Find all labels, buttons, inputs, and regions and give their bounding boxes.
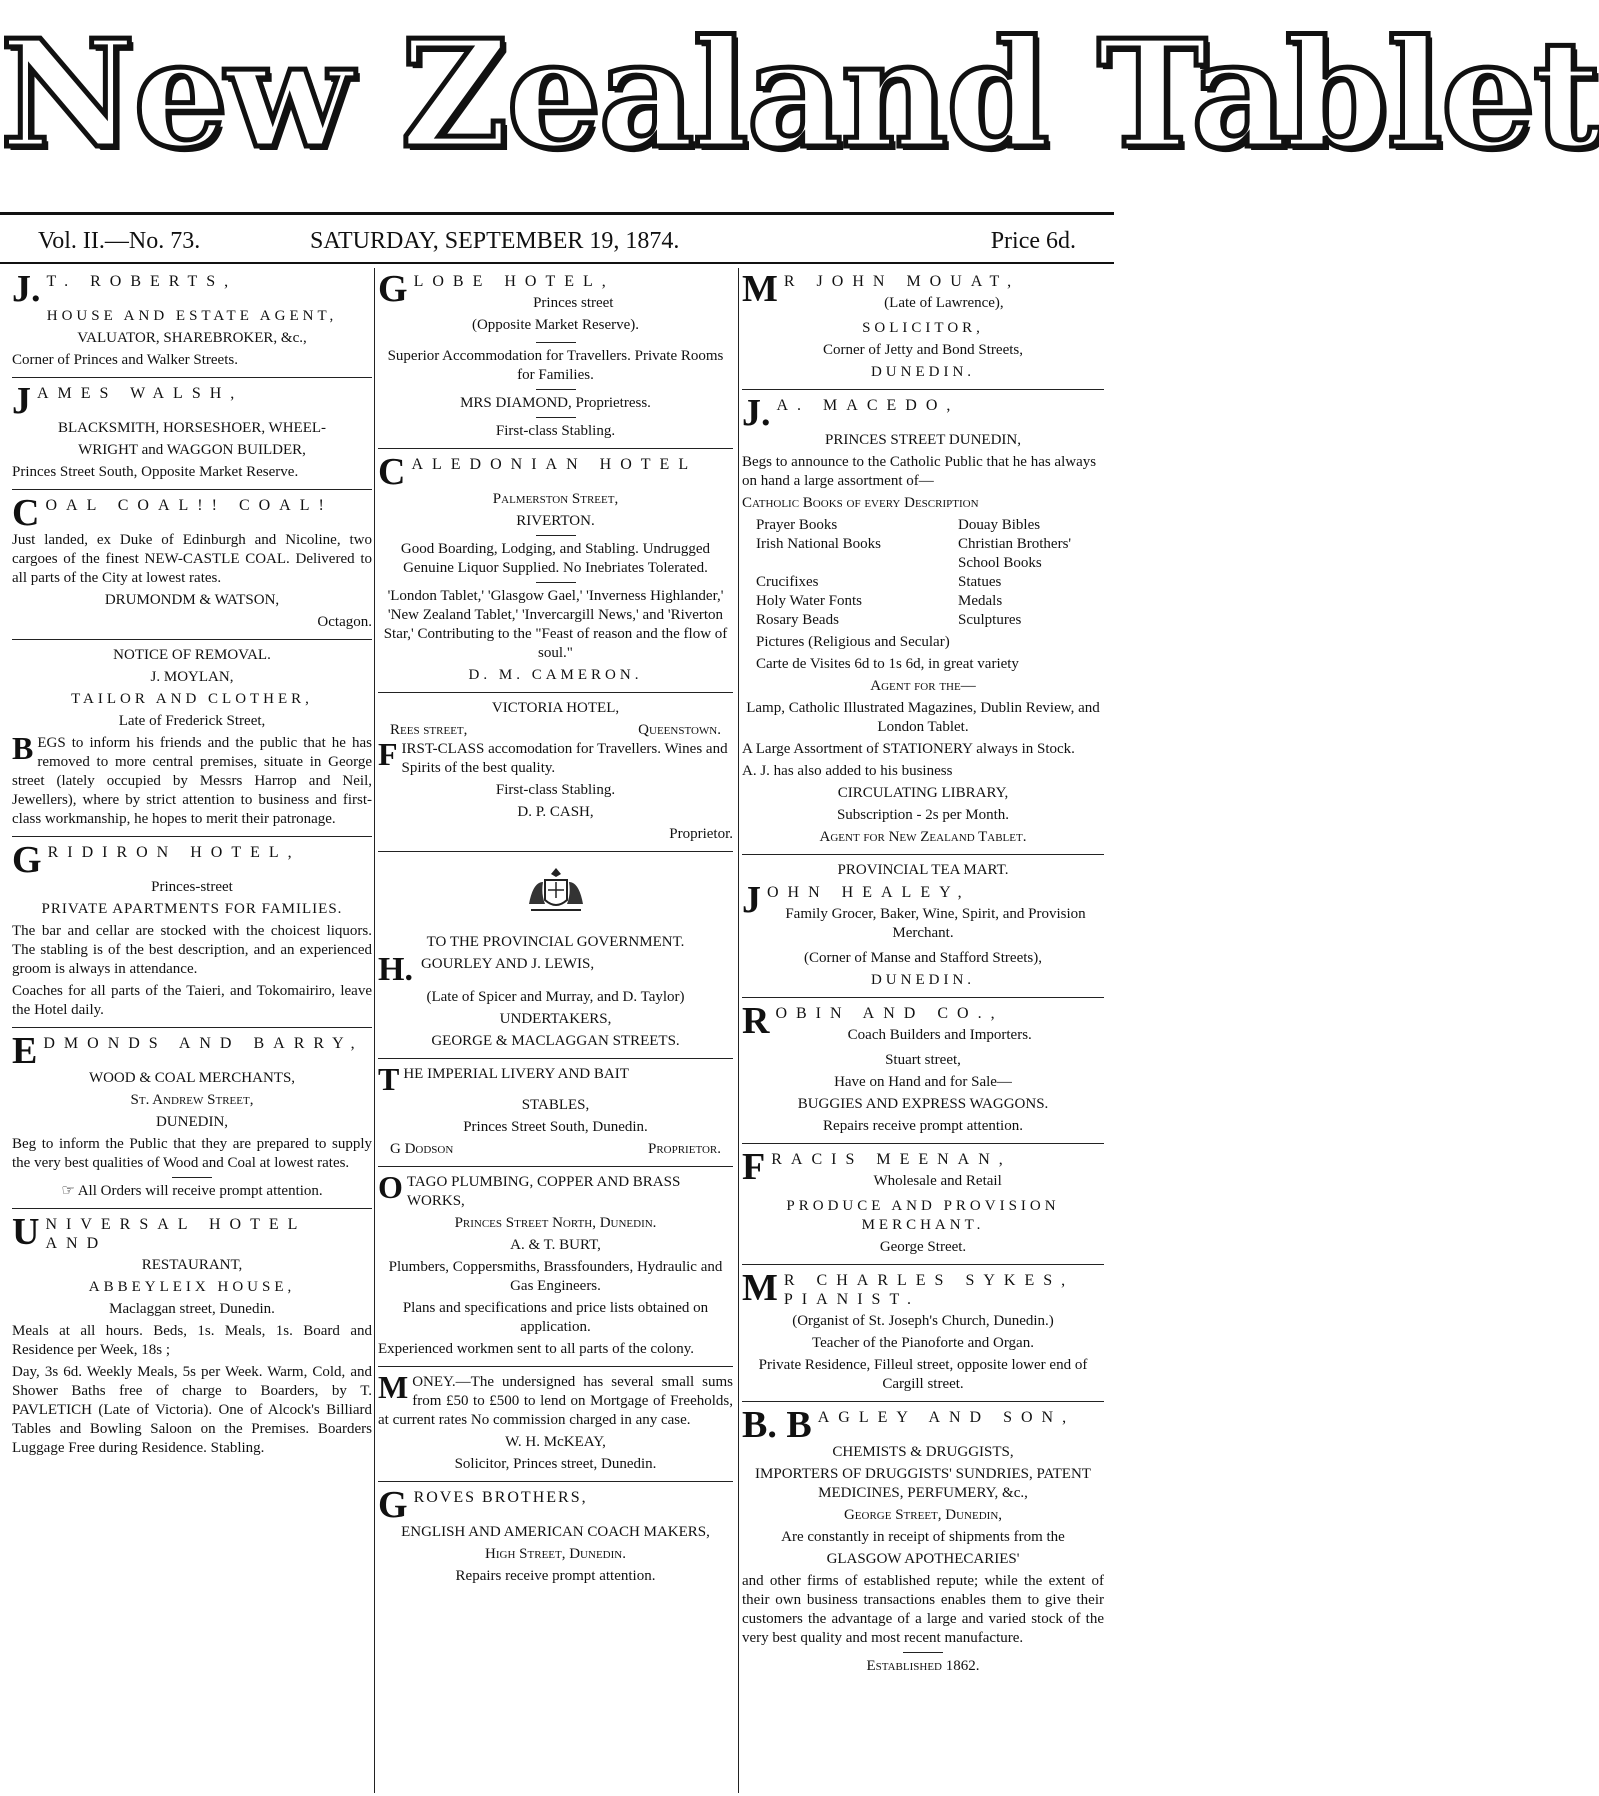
ad-roberts	[12, 268, 372, 370]
price: Price 6d.	[990, 228, 1076, 254]
ad-line: GLASGOW APOTHECARIES'	[826, 1551, 1020, 1567]
ad-money	[378, 1369, 733, 1474]
ad-line: CHEMISTS & DRUGGISTS,	[832, 1444, 1014, 1460]
ad-line: (Organist of St. Joseph's Church, Dunedin.)	[792, 1313, 1054, 1329]
ad-line: Princes-street	[151, 879, 233, 895]
ad-healey	[742, 861, 1104, 990]
ad-line: George Street, Dunedin,	[843, 1507, 1003, 1523]
ad-heading: ROVES BROTHERS,	[413, 1489, 588, 1506]
ad-line: D. M. CAMERON.	[468, 667, 643, 683]
divider	[12, 639, 372, 640]
ad-line: Agent for the—	[870, 678, 976, 694]
list-item: Irish National Books	[756, 536, 881, 552]
ad-line: All Orders will receive prompt attention.	[77, 1183, 323, 1199]
ad-body: Begs to announce to the Catholic Public that he has always on hand a large assortment of—	[742, 454, 1097, 489]
ad-line: HOUSE AND ESTATE AGENT,	[46, 308, 338, 324]
ad-body: Good Boarding, Lodging, and Stabling. Undrugged Genuine Liquor Supplied. No Inebriates Tolerated.	[400, 541, 711, 576]
ad-heading: OBIN AND CO.,	[775, 1005, 1004, 1022]
column-divider	[738, 268, 739, 1793]
masthead-title: New Zealand Tablet	[0, 7, 1599, 181]
ad-line: (Late of Lawrence),	[884, 295, 1004, 311]
ad-macedo	[742, 392, 1104, 847]
divider	[742, 997, 1104, 998]
ad-line: Maclaggan street, Dunedin.	[109, 1301, 275, 1317]
drop-initial: G	[378, 1484, 408, 1526]
ad-heading: NIVERSAL HOTEL AND	[45, 1216, 306, 1252]
ad-line: Have on Hand and for Sale—	[834, 1074, 1012, 1090]
drop-initial: J.	[742, 392, 771, 434]
ad-heading: ALEDONIAN HOTEL	[411, 456, 698, 473]
ad-line: Princes Street North, Dunedin.	[454, 1215, 657, 1231]
ad-line: (Corner of Manse and Stafford Streets),	[804, 950, 1042, 966]
ad-imperial	[378, 1061, 733, 1159]
ad-line: G Dodson	[390, 1141, 454, 1157]
list-item: Prayer Books	[756, 517, 838, 533]
dateline-rule	[0, 262, 1114, 264]
ad-line: ENGLISH AND AMERICAN COACH MAKERS,	[401, 1524, 710, 1540]
list-item: Christian Brothers' School Books	[958, 536, 1072, 571]
column-divider	[374, 268, 375, 1793]
ad-line: IMPORTERS OF DRUGGISTS' SUNDRIES, PATENT MEDICINES, PERFUMERY, &c.,	[755, 1466, 1091, 1501]
list-item: Statues	[958, 574, 1002, 590]
divider	[742, 1264, 1104, 1265]
ad-line: D. P. CASH,	[517, 804, 594, 820]
ad-removal	[12, 646, 372, 829]
ad-universal	[12, 1211, 372, 1458]
ad-line: George Street.	[879, 1239, 967, 1255]
ad-line: Princes Street South, Dunedin.	[463, 1119, 648, 1135]
divider	[12, 1027, 372, 1028]
pointing-hand-icon: ☞	[61, 1183, 75, 1199]
ad-body: A Large Assortment of STATIONERY always in Stock.	[742, 741, 1075, 757]
ad-line: Carte de Visites 6d to 1s 6d, in great variety	[756, 656, 1019, 672]
divider	[12, 377, 372, 378]
divider	[12, 489, 372, 490]
ad-line: Proprietor.	[647, 1141, 721, 1157]
ad-heading: AGLEY AND SON,	[817, 1409, 1076, 1426]
ad-coal	[12, 492, 372, 632]
ad-line: W. H. McKEAY,	[505, 1434, 606, 1450]
ad-heading: RACIS MEENAN,	[771, 1151, 1012, 1168]
ad-heading: OAL COAL!! COAL!	[45, 497, 333, 514]
catalogue-list	[756, 516, 1098, 630]
ad-caledonian	[378, 451, 733, 685]
ad-line: DUNEDIN.	[870, 972, 976, 988]
short-rule	[536, 582, 576, 583]
ad-heading: TAGO PLUMBING, COPPER AND BRASS WORKS,	[406, 1174, 681, 1209]
drop-initial: E	[12, 1030, 38, 1072]
ad-line: Repairs receive prompt attention.	[455, 1568, 656, 1584]
ad-heading: R CHARLES SYKES, PIANIST.	[783, 1272, 1075, 1308]
ad-line: STABLES,	[521, 1097, 590, 1113]
drop-initial: J	[12, 380, 31, 422]
drop-initial: B. B	[742, 1404, 812, 1446]
ad-line: UNDERTAKERS,	[499, 1011, 612, 1027]
drop-initial: C	[378, 451, 406, 493]
ad-heading: TO THE PROVINCIAL GOVERNMENT.	[426, 934, 685, 950]
ad-heading: T. ROBERTS,	[46, 273, 238, 290]
ad-sykes	[742, 1267, 1104, 1394]
ad-otago	[378, 1169, 733, 1359]
divider	[378, 448, 733, 449]
ad-globe	[378, 268, 733, 441]
ad-line: Agent for New Zealand Tablet.	[819, 829, 1027, 845]
ad-provincial	[378, 858, 733, 1051]
drop-initial: J	[742, 879, 761, 921]
drop-initial: M	[742, 268, 778, 310]
ad-line: RIVERTON.	[516, 513, 595, 529]
ad-bagley	[742, 1404, 1104, 1676]
volume-number: Vol. II.—No. 73.	[38, 228, 201, 254]
divider	[742, 1401, 1104, 1402]
column-right	[742, 268, 1104, 1787]
ad-line: (Opposite Market Reserve).	[471, 317, 640, 333]
ad-heading: A. MACEDO,	[776, 397, 960, 414]
short-rule	[172, 1177, 212, 1178]
ad-line: Palmerston Street,	[492, 491, 619, 507]
ad-line: Stuart street,	[885, 1052, 961, 1068]
ad-body: Lamp, Catholic Illustrated Magazines, Dublin Review, and London Tablet.	[746, 700, 1100, 735]
ad-line: SOLICITOR,	[862, 320, 984, 336]
ad-body: Beg to inform the Public that they are prepared to supply the very best qualities of Wood and Coal at lowest rates.	[12, 1136, 372, 1171]
ad-line: Princes Street South, Opposite Market Reserve.	[12, 464, 299, 480]
ad-line: J. MOYLAN,	[150, 669, 234, 685]
ad-line: VALUATOR, SHAREBROKER, &c.,	[77, 330, 307, 346]
masthead-rule	[0, 212, 1114, 215]
ad-heading: AMES WALSH,	[37, 385, 244, 402]
ad-line: Corner of Princes and Walker Streets.	[12, 352, 238, 368]
ad-line: WOOD & COAL MERCHANTS,	[88, 1070, 296, 1086]
ad-line: St. Andrew Street,	[130, 1092, 254, 1108]
ad-groves	[378, 1484, 733, 1586]
short-rule	[536, 417, 576, 418]
ad-heading: RIDIRON HOTEL,	[47, 844, 301, 861]
divider	[378, 1166, 733, 1167]
divider	[12, 1208, 372, 1209]
ad-body: Day, 3s 6d. Weekly Meals, 5s per Week. Warm, Cold, and Shower Baths free of charge to Boarders, by T. PAVLETICH (Late of Victoria). One of Alcock's Billiard Tables and Bowling Saloon on the Premises. Boarders Luggage Free during Residence. Stabling.	[12, 1364, 372, 1456]
ad-meenan	[742, 1146, 1104, 1257]
ad-body: EGS to inform his friends and the public that he has removed to more central premises, situate in George street (lately occupied by Messrs Harrop and Neil, Jewellers), where by strict attention to business and first-class workmanship, he hopes to merit their patronage.	[12, 735, 372, 827]
ad-walsh	[12, 380, 372, 482]
drop-initial: M	[378, 1369, 409, 1405]
list-item: Crucifixes	[756, 574, 819, 590]
ad-heading: HE IMPERIAL LIVERY AND BAIT	[403, 1066, 629, 1082]
divider	[378, 1058, 733, 1059]
ad-heading: NOTICE OF REMOVAL.	[113, 647, 271, 663]
ad-gridiron	[12, 839, 372, 1020]
drop-initial: U	[12, 1211, 40, 1253]
ad-line: Octagon.	[317, 614, 372, 630]
ad-body: ONEY.—The undersigned has several small sums from £50 to £500 to lend on Mortgage of Freeholds, at current rates No commission charged in any case.	[378, 1374, 733, 1428]
ad-body: The bar and cellar are stocked with the choicest liquors. The stabling is of the best description, and an experienced groom is always in attendance.	[12, 923, 372, 977]
divider	[378, 1366, 733, 1367]
divider	[378, 851, 733, 852]
ad-line: MRS DIAMOND, Proprietress.	[460, 395, 651, 411]
masthead	[0, 0, 1599, 205]
ad-line: PRODUCE AND PROVISION MERCHANT.	[786, 1198, 1060, 1233]
divider	[742, 854, 1104, 855]
ad-line: ABBEYLEIX HOUSE,	[88, 1279, 296, 1295]
list-item: Medals	[958, 593, 1003, 609]
drop-initial: C	[12, 492, 40, 534]
ad-body: Are constantly in receipt of shipments from the	[781, 1529, 1065, 1545]
ad-body: Superior Accommodation for Travellers. Private Rooms for Families.	[387, 348, 724, 383]
ad-line: DUNEDIN.	[870, 364, 976, 380]
divider	[12, 836, 372, 837]
royal-crest-icon	[521, 860, 591, 922]
ad-body: 'London Tablet,' 'Glasgow Gael,' 'Inverness Highlander,' 'New Zealand Tablet,' 'Invercargill News,' and 'Riverton Star,' Contributing to the "Feast of reason and the flow of soul."	[383, 588, 728, 661]
ad-line: WRIGHT and WAGGON BUILDER,	[78, 442, 306, 458]
ad-line: TAILOR AND CLOTHER,	[71, 691, 313, 707]
ad-line: A. & T. BURT,	[510, 1237, 601, 1253]
ad-line: Wholesale and Retail	[873, 1173, 1002, 1189]
ad-line: PRIVATE APARTMENTS FOR FAMILIES.	[41, 901, 343, 917]
ad-heading: R JOHN MOUAT,	[783, 273, 1021, 290]
ad-line: A. J. has also added to his business	[742, 763, 953, 779]
ad-robin	[742, 1000, 1104, 1136]
ad-line: Queenstown.	[638, 722, 721, 738]
ad-line: Rees street,	[390, 722, 468, 738]
ad-line: Repairs receive prompt attention.	[823, 1118, 1023, 1134]
drop-initial: M	[742, 1267, 778, 1309]
short-rule	[536, 535, 576, 536]
column-left	[12, 268, 372, 1787]
list-item: Douay Bibles	[958, 517, 1041, 533]
drop-initial: F	[378, 736, 398, 772]
ad-line: High Street, Dunedin.	[485, 1546, 626, 1562]
list-item: Holy Water Fonts	[756, 593, 863, 609]
drop-initial: B	[12, 730, 34, 766]
ad-line: Corner of Jetty and Bond Streets,	[823, 342, 1023, 358]
list-item: Sculptures	[958, 612, 1022, 628]
ad-line: Catholic Books of every Description	[742, 495, 979, 511]
drop-initial: O	[378, 1169, 403, 1205]
ad-heading: VICTORIA HOTEL,	[491, 700, 620, 716]
drop-initial: F	[742, 1146, 766, 1188]
ad-line: BUGGIES AND EXPRESS WAGGONS.	[797, 1096, 1049, 1112]
ad-heading: PROVINCIAL TEA MART.	[837, 862, 1009, 878]
ad-body: Family Grocer, Baker, Wine, Spirit, and Provision Merchant.	[785, 906, 1086, 941]
ad-line: PRINCES STREET DUNEDIN,	[825, 432, 1021, 448]
divider	[742, 1143, 1104, 1144]
ad-body: and other firms of established repute; while the extent of their own business transactions enables them to give their customers the advantage of a large and varied stock of the very best quality and most recent manufacture.	[742, 1573, 1104, 1646]
ad-line: (Late of Spicer and Murray, and D. Taylor)	[426, 989, 685, 1005]
ad-mouat	[742, 268, 1104, 382]
drop-initial: R	[742, 1000, 770, 1042]
ad-line: Princes street	[533, 295, 614, 311]
short-rule	[536, 342, 576, 343]
ad-line: First-class Stabling.	[495, 782, 616, 798]
short-rule	[536, 389, 576, 390]
ad-line: First-class Stabling.	[495, 423, 616, 439]
ad-line: BLACKSMITH, HORSESHOER, WHEEL-	[57, 420, 327, 436]
divider	[378, 692, 733, 693]
ad-body: Coaches for all parts of the Taieri, and Tokomairiro, leave the Hotel daily.	[12, 983, 372, 1018]
column-middle	[378, 268, 733, 1787]
ad-body: Meals at all hours. Beds, 1s. Meals, 1s. Board and Residence per Week, 18s ;	[12, 1323, 372, 1358]
ad-edmonds	[12, 1030, 372, 1201]
ad-body: Just landed, ex Duke of Edinburgh and Nicoline, two cargoes of the finest NEW-CASTLE COAL. Delivered to all parts of the City at lowest rates.	[12, 532, 372, 586]
ad-line: Pictures (Religious and Secular)	[756, 634, 950, 650]
drop-initial: G	[378, 268, 408, 310]
ad-line: Proprietor.	[669, 826, 733, 842]
divider	[378, 1481, 733, 1482]
drop-initial: H.	[378, 951, 413, 988]
divider	[742, 389, 1104, 390]
ad-line: CIRCULATING LIBRARY,	[837, 785, 1009, 801]
ad-line: RESTAURANT,	[141, 1257, 243, 1273]
ad-body: Experienced workmen sent to all parts of the colony.	[378, 1341, 695, 1357]
short-rule	[903, 1652, 943, 1653]
ad-line: Solicitor, Princes street, Dunedin.	[454, 1456, 657, 1472]
ad-line: DUNEDIN,	[155, 1114, 229, 1130]
ad-body: IRST-CLASS accomodation for Travellers. Wines and Spirits of the best quality.	[401, 741, 728, 776]
ad-line: Subscription - 2s per Month.	[836, 807, 1010, 823]
ad-body: Plans and specifications and price lists obtained on application.	[402, 1300, 709, 1335]
ad-body: Plumbers, Coppersmiths, Brassfounders, Hydraulic and Gas Engineers.	[388, 1259, 723, 1294]
ad-heading: GOURLEY AND J. LEWIS,	[420, 956, 595, 972]
ad-line: Established 1862.	[866, 1658, 980, 1674]
ad-line: Private Residence, Filleul street, opposite lower end of Cargill street.	[758, 1357, 1088, 1392]
ad-heading: LOBE HOTEL,	[413, 273, 615, 290]
ad-line: Late of Frederick Street,	[118, 713, 266, 729]
ad-line: Teacher of the Pianoforte and Organ.	[812, 1335, 1034, 1351]
ad-line: Coach Builders and Importers.	[847, 1027, 1032, 1043]
drop-initial: T	[378, 1061, 400, 1097]
ad-line: DRUMONDM & WATSON,	[104, 592, 280, 608]
ad-victoria	[378, 699, 733, 844]
drop-initial: J.	[12, 268, 41, 310]
list-item: Rosary Beads	[756, 612, 839, 628]
drop-initial: G	[12, 839, 42, 881]
dateline	[0, 222, 1114, 262]
ad-line: GEORGE & MACLAGGAN STREETS.	[431, 1033, 680, 1049]
ad-heading: DMONDS AND BARRY,	[43, 1035, 364, 1052]
issue-date: SATURDAY, SEPTEMBER 19, 1874.	[310, 228, 680, 254]
ad-heading: OHN HEALEY,	[767, 884, 971, 901]
